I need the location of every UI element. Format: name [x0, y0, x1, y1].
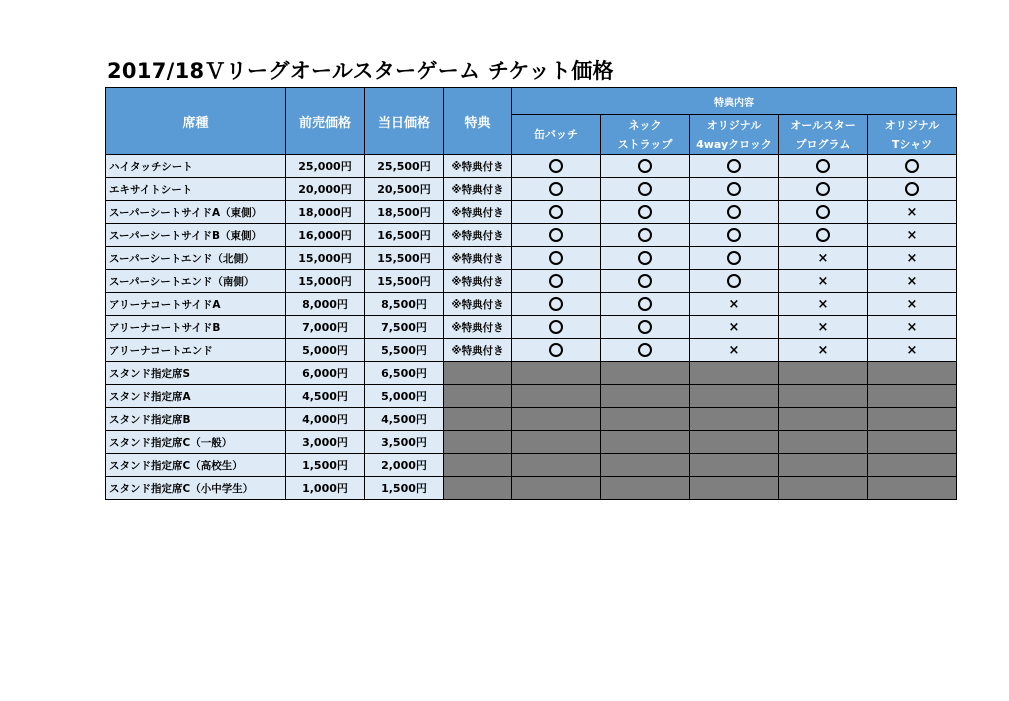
included-circle-icon	[638, 205, 652, 219]
no-bonus-item-cell	[779, 431, 868, 454]
included-circle-icon	[727, 251, 741, 265]
bonus-item-cell	[690, 270, 779, 293]
included-circle-icon	[816, 159, 830, 173]
no-bonus-item-cell	[779, 454, 868, 477]
included-circle-icon	[549, 159, 563, 173]
bonus-item-cell	[868, 224, 957, 247]
bonus-cell: ※特典付き	[444, 293, 512, 316]
presale-price-cell: 25,000円	[286, 155, 365, 178]
included-circle-icon	[549, 274, 563, 288]
bonus-cell: ※特典付き	[444, 224, 512, 247]
dayof-price-cell: 1,500円	[365, 477, 444, 500]
seat-name-cell: スーパーシートサイドB（東側）	[106, 224, 286, 247]
not-included-cross-icon: ×	[817, 319, 829, 335]
header-presale-price: 前売価格	[286, 88, 365, 155]
included-circle-icon	[727, 228, 741, 242]
no-bonus-item-cell	[601, 431, 690, 454]
table-row	[106, 247, 957, 270]
table-row	[106, 454, 957, 477]
seat-name-cell: スーパーシートエンド（南側）	[106, 270, 286, 293]
presale-price-cell: 5,000円	[286, 339, 365, 362]
bonus-item-cell	[601, 201, 690, 224]
bonus-item-cell	[601, 178, 690, 201]
included-circle-icon	[638, 274, 652, 288]
bonus-item-cell	[601, 293, 690, 316]
included-circle-icon	[549, 343, 563, 357]
included-circle-icon	[816, 205, 830, 219]
bonus-item-cell	[868, 178, 957, 201]
no-bonus-item-cell	[512, 385, 601, 408]
dayof-price-cell: 20,500円	[365, 178, 444, 201]
bonus-cell: ※特典付き	[444, 155, 512, 178]
no-bonus-item-cell	[868, 454, 957, 477]
bonus-item-cell	[690, 293, 779, 316]
header-item-program	[779, 115, 868, 155]
no-bonus-item-cell	[690, 454, 779, 477]
table-row	[106, 270, 957, 293]
included-circle-icon	[727, 182, 741, 196]
included-circle-icon	[638, 297, 652, 311]
no-bonus-item-cell	[512, 408, 601, 431]
included-circle-icon	[905, 159, 919, 173]
no-bonus-item-cell	[690, 431, 779, 454]
dayof-price-cell: 5,500円	[365, 339, 444, 362]
bonus-item-cell	[512, 155, 601, 178]
included-circle-icon	[816, 228, 830, 242]
no-bonus-item-cell	[601, 385, 690, 408]
included-circle-icon	[638, 182, 652, 196]
not-included-cross-icon: ×	[906, 342, 918, 358]
header-seat: 席種	[106, 88, 286, 155]
bonus-item-cell	[779, 270, 868, 293]
presale-price-cell: 1,500円	[286, 454, 365, 477]
no-bonus-item-cell	[868, 408, 957, 431]
not-included-cross-icon: ×	[817, 342, 829, 358]
bonus-item-cell	[601, 316, 690, 339]
included-circle-icon	[549, 182, 563, 196]
table-row	[106, 155, 957, 178]
not-included-cross-icon: ×	[906, 319, 918, 335]
bonus-item-cell	[601, 247, 690, 270]
dayof-price-cell: 18,500円	[365, 201, 444, 224]
bonus-item-cell	[601, 224, 690, 247]
bonus-item-cell	[779, 293, 868, 316]
bonus-item-cell	[512, 201, 601, 224]
presale-price-cell: 1,000円	[286, 477, 365, 500]
no-bonus-item-cell	[779, 408, 868, 431]
seat-name-cell: スーパーシートエンド（北側）	[106, 247, 286, 270]
included-circle-icon	[549, 228, 563, 242]
included-circle-icon	[638, 159, 652, 173]
no-bonus-item-cell	[868, 477, 957, 500]
dayof-price-cell: 15,500円	[365, 247, 444, 270]
header-bonus-contents: 特典内容	[512, 88, 957, 115]
no-bonus-cell	[444, 431, 512, 454]
no-bonus-cell	[444, 385, 512, 408]
included-circle-icon	[549, 205, 563, 219]
no-bonus-item-cell	[601, 408, 690, 431]
bonus-cell: ※特典付き	[444, 270, 512, 293]
dayof-price-cell: 2,000円	[365, 454, 444, 477]
no-bonus-item-cell	[868, 362, 957, 385]
bonus-item-cell	[868, 293, 957, 316]
table-row	[106, 339, 957, 362]
no-bonus-item-cell	[690, 477, 779, 500]
table-row	[106, 431, 957, 454]
seat-name-cell: アリーナコートサイドB	[106, 316, 286, 339]
included-circle-icon	[638, 228, 652, 242]
bonus-item-cell	[779, 224, 868, 247]
seat-name-cell: スーパーシートサイドA（東側）	[106, 201, 286, 224]
seat-name-cell: エキサイトシート	[106, 178, 286, 201]
dayof-price-cell: 6,500円	[365, 362, 444, 385]
no-bonus-cell	[444, 454, 512, 477]
bonus-item-cell	[512, 247, 601, 270]
no-bonus-item-cell	[779, 362, 868, 385]
no-bonus-item-cell	[512, 362, 601, 385]
included-circle-icon	[549, 320, 563, 334]
bonus-item-cell	[690, 155, 779, 178]
table-body	[106, 155, 957, 500]
bonus-item-cell	[601, 155, 690, 178]
bonus-item-cell	[868, 155, 957, 178]
included-circle-icon	[638, 251, 652, 265]
included-circle-icon	[638, 320, 652, 334]
header-item-can-badge	[512, 115, 601, 155]
included-circle-icon	[638, 343, 652, 357]
table-row	[106, 224, 957, 247]
seat-name-cell: スタンド指定席B	[106, 408, 286, 431]
not-included-cross-icon: ×	[728, 342, 740, 358]
bonus-item-cell	[779, 339, 868, 362]
no-bonus-item-cell	[779, 477, 868, 500]
not-included-cross-icon: ×	[906, 204, 918, 220]
table-row	[106, 293, 957, 316]
dayof-price-cell: 5,000円	[365, 385, 444, 408]
bonus-item-cell	[690, 224, 779, 247]
no-bonus-cell	[444, 477, 512, 500]
seat-name-cell: アリーナコートエンド	[106, 339, 286, 362]
table-row	[106, 477, 957, 500]
dayof-price-cell: 25,500円	[365, 155, 444, 178]
table-row	[106, 178, 957, 201]
bonus-item-cell	[512, 339, 601, 362]
bonus-cell: ※特典付き	[444, 201, 512, 224]
bonus-item-cell	[779, 178, 868, 201]
presale-price-cell: 3,000円	[286, 431, 365, 454]
included-circle-icon	[727, 159, 741, 173]
bonus-cell: ※特典付き	[444, 339, 512, 362]
bonus-item-cell	[779, 316, 868, 339]
seat-name-cell: スタンド指定席C（小中学生）	[106, 477, 286, 500]
included-circle-icon	[549, 251, 563, 265]
presale-price-cell: 18,000円	[286, 201, 365, 224]
no-bonus-item-cell	[601, 477, 690, 500]
header-item-line2: 4wayクロック	[696, 137, 772, 151]
table-row	[106, 362, 957, 385]
no-bonus-item-cell	[690, 385, 779, 408]
no-bonus-item-cell	[868, 431, 957, 454]
presale-price-cell: 16,000円	[286, 224, 365, 247]
included-circle-icon	[549, 297, 563, 311]
no-bonus-item-cell	[512, 477, 601, 500]
seat-name-cell: スタンド指定席A	[106, 385, 286, 408]
bonus-item-cell	[512, 178, 601, 201]
not-included-cross-icon: ×	[906, 250, 918, 266]
no-bonus-item-cell	[690, 362, 779, 385]
header-item-line2: Tシャツ	[891, 137, 933, 151]
not-included-cross-icon: ×	[817, 273, 829, 289]
no-bonus-item-cell	[512, 431, 601, 454]
table-row	[106, 408, 957, 431]
no-bonus-item-cell	[690, 408, 779, 431]
header-item-line1: オリジナル	[884, 118, 940, 132]
no-bonus-item-cell	[779, 385, 868, 408]
bonus-item-cell	[868, 339, 957, 362]
bonus-item-cell	[690, 201, 779, 224]
bonus-item-cell	[512, 270, 601, 293]
bonus-item-cell	[512, 316, 601, 339]
bonus-item-cell	[779, 155, 868, 178]
header-item-tshirt	[868, 115, 957, 155]
dayof-price-cell: 4,500円	[365, 408, 444, 431]
presale-price-cell: 8,000円	[286, 293, 365, 316]
no-bonus-item-cell	[601, 362, 690, 385]
header-dayof-price: 当日価格	[365, 88, 444, 155]
presale-price-cell: 4,000円	[286, 408, 365, 431]
header-item-neck-strap	[601, 115, 690, 155]
no-bonus-cell	[444, 408, 512, 431]
table-row	[106, 316, 957, 339]
header-item-line1: オリジナル	[706, 118, 762, 132]
bonus-item-cell	[690, 178, 779, 201]
bonus-item-cell	[868, 201, 957, 224]
dayof-price-cell: 7,500円	[365, 316, 444, 339]
not-included-cross-icon: ×	[906, 273, 918, 289]
bonus-item-cell	[868, 316, 957, 339]
seat-name-cell: スタンド指定席S	[106, 362, 286, 385]
no-bonus-item-cell	[512, 454, 601, 477]
table-row	[106, 201, 957, 224]
bonus-item-cell	[690, 247, 779, 270]
seat-name-cell: アリーナコートサイドA	[106, 293, 286, 316]
bonus-item-cell	[868, 247, 957, 270]
dayof-price-cell: 15,500円	[365, 270, 444, 293]
not-included-cross-icon: ×	[906, 296, 918, 312]
dayof-price-cell: 8,500円	[365, 293, 444, 316]
header-item-line2: ストラップ	[617, 137, 673, 151]
no-bonus-cell	[444, 362, 512, 385]
seat-name-cell: ハイタッチシート	[106, 155, 286, 178]
bonus-item-cell	[601, 270, 690, 293]
dayof-price-cell: 3,500円	[365, 431, 444, 454]
not-included-cross-icon: ×	[906, 227, 918, 243]
table-row	[106, 385, 957, 408]
presale-price-cell: 15,000円	[286, 247, 365, 270]
not-included-cross-icon: ×	[817, 250, 829, 266]
header-item-4way-clock	[690, 115, 779, 155]
bonus-item-cell	[690, 339, 779, 362]
included-circle-icon	[727, 205, 741, 219]
header-item-line2: プログラム	[795, 137, 851, 151]
not-included-cross-icon: ×	[728, 319, 740, 335]
bonus-item-cell	[779, 201, 868, 224]
included-circle-icon	[816, 182, 830, 196]
dayof-price-cell: 16,500円	[365, 224, 444, 247]
not-included-cross-icon: ×	[817, 296, 829, 312]
bonus-item-cell	[512, 224, 601, 247]
header-item-line1: オールスター	[790, 118, 856, 132]
seat-name-cell: スタンド指定席C（高校生）	[106, 454, 286, 477]
bonus-cell: ※特典付き	[444, 316, 512, 339]
presale-price-cell: 7,000円	[286, 316, 365, 339]
presale-price-cell: 6,000円	[286, 362, 365, 385]
bonus-item-cell	[868, 270, 957, 293]
presale-price-cell: 15,000円	[286, 270, 365, 293]
bonus-cell: ※特典付き	[444, 247, 512, 270]
bonus-item-cell	[779, 247, 868, 270]
included-circle-icon	[905, 182, 919, 196]
bonus-item-cell	[690, 316, 779, 339]
presale-price-cell: 4,500円	[286, 385, 365, 408]
header-item-line1: ネック	[628, 118, 662, 132]
header-bonus: 特典	[444, 88, 512, 155]
no-bonus-item-cell	[868, 385, 957, 408]
bonus-item-cell	[512, 293, 601, 316]
header-item-line1: 缶バッチ	[534, 128, 578, 141]
bonus-item-cell	[601, 339, 690, 362]
seat-name-cell: スタンド指定席C（一般）	[106, 431, 286, 454]
included-circle-icon	[727, 274, 741, 288]
bonus-cell: ※特典付き	[444, 178, 512, 201]
ticket-price-table	[105, 87, 957, 500]
not-included-cross-icon: ×	[728, 296, 740, 312]
page-title: 2017/18Ｖリーグオールスターゲーム チケット価格	[107, 59, 614, 83]
presale-price-cell: 20,000円	[286, 178, 365, 201]
no-bonus-item-cell	[601, 454, 690, 477]
